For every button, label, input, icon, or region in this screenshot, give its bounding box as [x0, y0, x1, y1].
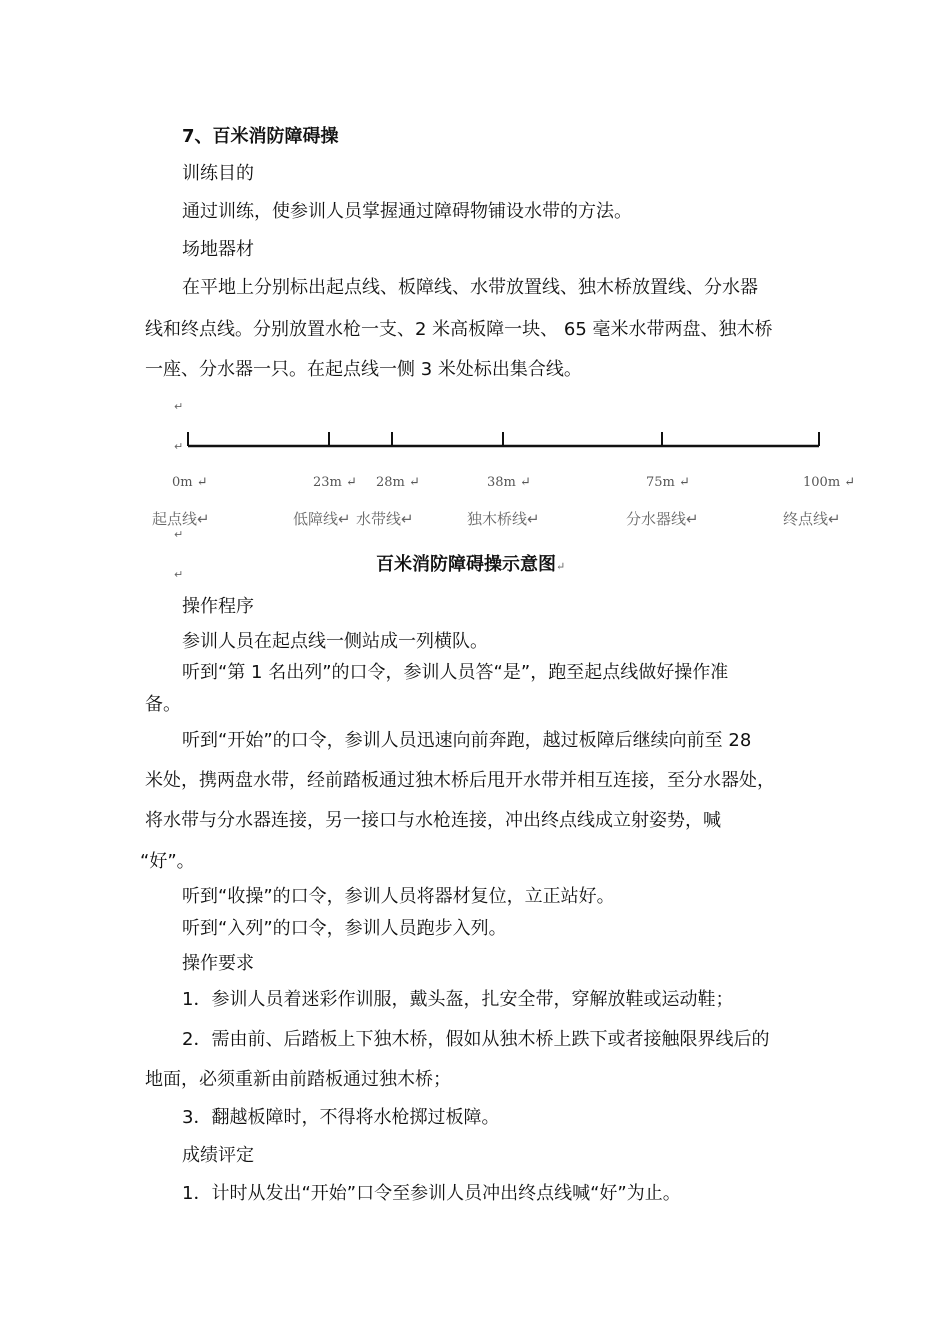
- procedure-line: 听到“第 1 名出列”的口令，参训人员答“是”，跑至起点线做好操作准: [182, 662, 729, 683]
- procedure-line: 听到“开始”的口令，参训人员迅速向前奔跑，越过板障后继续向前至 28: [182, 730, 752, 751]
- requirement-line: 地面，必须重新由前踏板通过独木桥；: [145, 1069, 451, 1090]
- procedure-heading: 操作程序: [182, 596, 254, 617]
- distance-label: 100m ↵: [803, 475, 856, 490]
- procedure-line: 米处，携两盘水带，经前踏板通过独木桥后甩开水带并相互连接，至分水器处，: [145, 770, 775, 791]
- distance-label: 38m ↵: [487, 475, 531, 490]
- paragraph-mark-icon: ↵: [174, 568, 184, 581]
- procedure-line: 备。: [145, 694, 181, 715]
- marker-name-label: 独木桥线↵: [467, 510, 540, 528]
- marker-name-label: 低障线↵: [293, 510, 351, 528]
- purpose-text: 通过训练，使参训人员掌握通过障碍物铺设水带的方法。: [182, 201, 632, 222]
- marker-name-label: 起点线↵: [152, 510, 210, 528]
- procedure-line: 听到“收操”的口令，参训人员将器材复位，立正站好。: [182, 886, 615, 907]
- equipment-line: 线和终点线。分别放置水枪一支、2 米高板障一块、 65 毫米水带两盘、独木桥: [145, 319, 773, 340]
- purpose-heading: 训练目的: [182, 163, 254, 184]
- scoring-line: 1．计时从发出“开始”口令至参训人员冲出终点线喊“好”为止。: [182, 1183, 681, 1204]
- requirements-heading: 操作要求: [182, 953, 254, 974]
- marker-name-label: 水带线↵: [356, 510, 414, 528]
- marker-name-label: 终点线↵: [783, 510, 841, 528]
- distance-label: 28m ↵: [376, 475, 420, 490]
- course-diagram: [0, 0, 950, 560]
- procedure-line: 听到“入列”的口令，参训人员跑步入列。: [182, 918, 507, 939]
- marker-name-label: 分水器线↵: [626, 510, 699, 528]
- diagram-caption: 百米消防障碍操示意图↵: [376, 554, 566, 575]
- equipment-heading: 场地器材: [182, 239, 254, 260]
- distance-label: 75m ↵: [646, 475, 690, 490]
- procedure-line: 参训人员在起点线一侧站成一列横队。: [182, 631, 488, 652]
- equipment-line: 一座、分水器一只。在起点线一侧 3 米处标出集合线。: [145, 359, 582, 380]
- distance-label: 23m ↵: [313, 475, 357, 490]
- section-title: 7、百米消防障碍操: [182, 126, 339, 147]
- paragraph-mark-icon: ↵: [174, 400, 184, 413]
- distance-label: 0m ↵: [172, 475, 208, 490]
- equipment-line: 在平地上分别标出起点线、板障线、水带放置线、独木桥放置线、分水器: [182, 277, 758, 298]
- requirement-line: 1．参训人员着迷彩作训服，戴头盔，扎安全带，穿解放鞋或运动鞋；: [182, 989, 734, 1010]
- procedure-line: “好”。: [140, 851, 195, 872]
- procedure-line: 将水带与分水器连接，另一接口与水枪连接，冲出终点线成立射姿势，喊: [145, 810, 721, 831]
- requirement-line: 2．需由前、后踏板上下独木桥，假如从独木桥上跌下或者接触限界线后的: [182, 1029, 770, 1050]
- paragraph-mark-icon: ↵: [556, 560, 566, 573]
- paragraph-mark-icon: ↵: [174, 528, 184, 541]
- paragraph-mark-icon: ↵: [174, 440, 184, 453]
- scoring-heading: 成绩评定: [182, 1145, 254, 1166]
- requirement-line: 3．翻越板障时，不得将水枪掷过板障。: [182, 1107, 500, 1128]
